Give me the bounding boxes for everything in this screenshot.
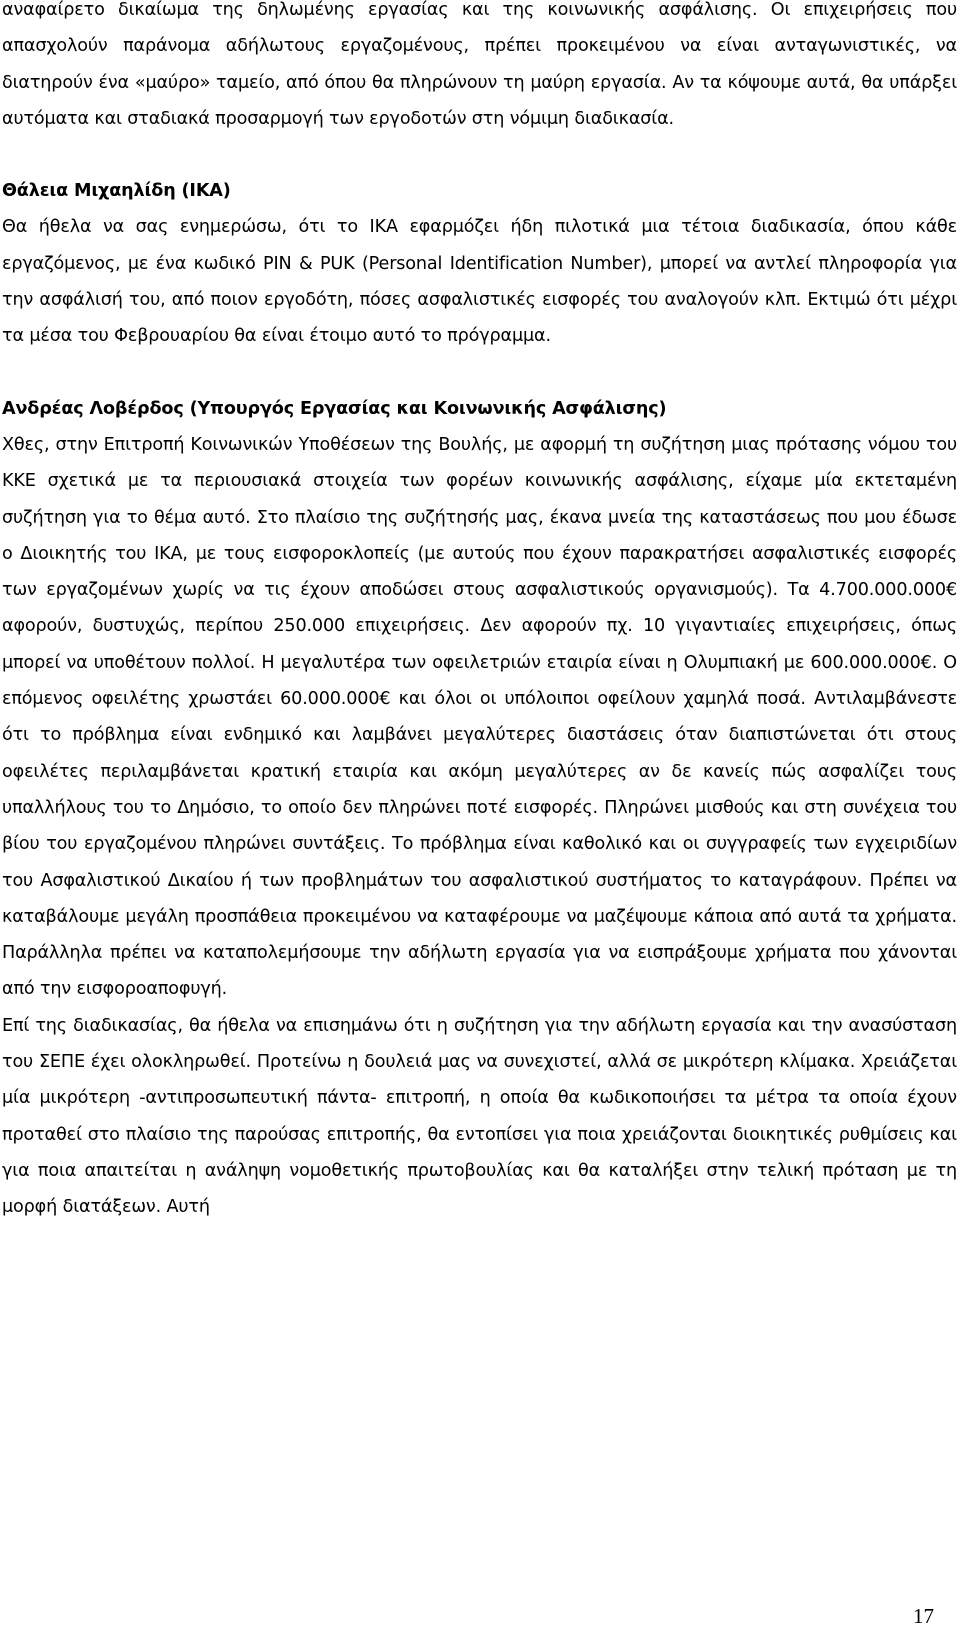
paragraph-gap [2,137,957,173]
page-number: 17 [913,1604,934,1628]
intro-paragraph: αναφαίρετο δικαίωμα της δηλωμένης εργασίας και της κοινωνικής ασφάλισης. Οι επιχειρήσεις που απασχολούν παράνομα αδήλωτους εργαζομένους, πρέπει προκειμένου να είναι ανταγωνιστικές, να διατηρούν ένα «μαύρο» ταμείο, από όπου θα πληρώνουν τη μαύρη εργασία. Αν τα κόψουμε αυτά, θα υπάρξει αυτόματα και σταδιακά προσαρμογή των εργοδοτών στη νόμιμη διαδικασία. [2,0,957,129]
speaker-1-paragraph: Θα ήθελα να σας ενημερώσω, ότι το ΙΚΑ εφαρμόζει ήδη πιλοτικά μια τέτοια διαδικασία, όπου κάθε εργαζόμενος, με ένα κωδικό PIN & PUK (Personal Identification Number), μπορεί να αντλεί πληροφορία για την ασφάλισή του, από ποιον εργοδότη, πόσες ασφαλιστικές εισφορές του αναλογούν κλπ. Εκτιμώ ότι μέχρι τα μέσα του Φεβρουαρίου θα είναι έτοιμο αυτό το πρόγραμμα. [2,217,957,347]
speaker-heading-michailidi: Θάλεια Μιχαηλίδη (ΙΚΑ) [2,181,231,202]
speaker-2-paragraph-2: Επί της διαδικασίας, θα ήθελα να επισημάνω ότι η συζήτηση για την αδήλωτη εργασία και την ανασύσταση του ΣΕΠΕ έχει ολοκληρωθεί. Προτείνω η δουλειά μας να συνεχιστεί, αλλά σε μικρότερη κλίμακα. Χρειάζεται μία μικρότερη -αντιπροσωπευτική πάντα- επιτροπή, η οποία θα κωδικοποιήσει τα μέτρα τα οποία έχουν προταθεί στο πλαίσιο της παρούσας επιτροπής, θα εντοπίσει για ποια χρειάζονται διοικητικές ρυθμίσεις και για ποια απαιτείται η ανάληψη νομοθετικής πρωτοβουλίας και θα καταλήξει στην τελική πρόταση με τη μορφή διατάξεων. Αυτή [2,1015,957,1218]
speaker-2-paragraph-1: Χθες, στην Επιτροπή Κοινωνικών Υποθέσεων της Βουλής, με αφορμή τη συζήτηση μιας πρότασης νόμου του ΚΚΕ σχετικά με τα περιουσιακά στοιχεία των φορέων κοινωνικής ασφάλισης, είχαμε μία εκτεταμένη συζήτηση για το θέμα αυτό. Στο πλαίσιο της συζήτησής μας, έκανα μνεία της καταστάσεως που μου έδωσε ο Διοικητής του ΙΚΑ, με τους εισφοροκλοπείς (με αυτούς που έχουν παρακρατήσει ασφαλιστικές εισφορές των εργαζομένων χωρίς να τις έχουν αποδώσει στους ασφαλιστικούς οργανισμούς). Τα 4.700.000.000€ αφορούν, δυστυχώς, περίπου 250.000 επιχειρήσεις. Δεν αφορούν πχ. 10 γιγαντιαίες επιχειρήσεις, όπως μπορεί να υποθέτουν πολλοί. Η μεγαλυτέρα των οφειλετριών εταιρία είναι η Ολυμπιακή με 600.000.000€. Ο επόμενος οφειλέτης χρωστάει 60.000.000€ και όλοι οι υπόλοιποι οφείλουν χαμηλά ποσά. Αντιλαμβάνεστε ότι το πρόβλημα είναι ενδημικό και λαμβάνει μεγαλύτερες διαστάσεις όταν διαπιστώνεται ότι στους οφειλέτες περιλαμβάνεται κρατική εταιρία και ακόμη μεγαλύτερες αν δε κανείς πώς ασφαλίζει τους υπαλλήλους του το Δημόσιο, το οποίο δεν πληρώνει ποτέ εισφορές. Πληρώνει μισθούς και στη συνέχεια του βίου του εργαζομένου πληρώνει συντάξεις. Το πρόβλημα είναι καθολικό και οι συγγραφείς των εγχειριδίων του Ασφαλιστικού Δικαίου ή των προβλημάτων του ασφαλιστικού συστήματος το καταγράφουν. Πρέπει να καταβάλουμε μεγάλη προσπάθεια προκειμένου να καταφέρουμε να μαζέψουμε κάποια από αυτά τα χρήματα. Παράλληλα πρέπει να καταπολεμήσουμε την αδήλωτη εργασία για να εισπράξουμε χρήματα που χάνονται από την εισφοροαποφυγή. [2,434,957,1000]
speaker-heading-loverdos: Ανδρέας Λοβέρδος (Υπουργός Εργασίας και Κοινωνικής Ασφάλισης) [2,398,667,419]
document-body [2,0,957,1226]
paragraph-gap [2,355,957,391]
